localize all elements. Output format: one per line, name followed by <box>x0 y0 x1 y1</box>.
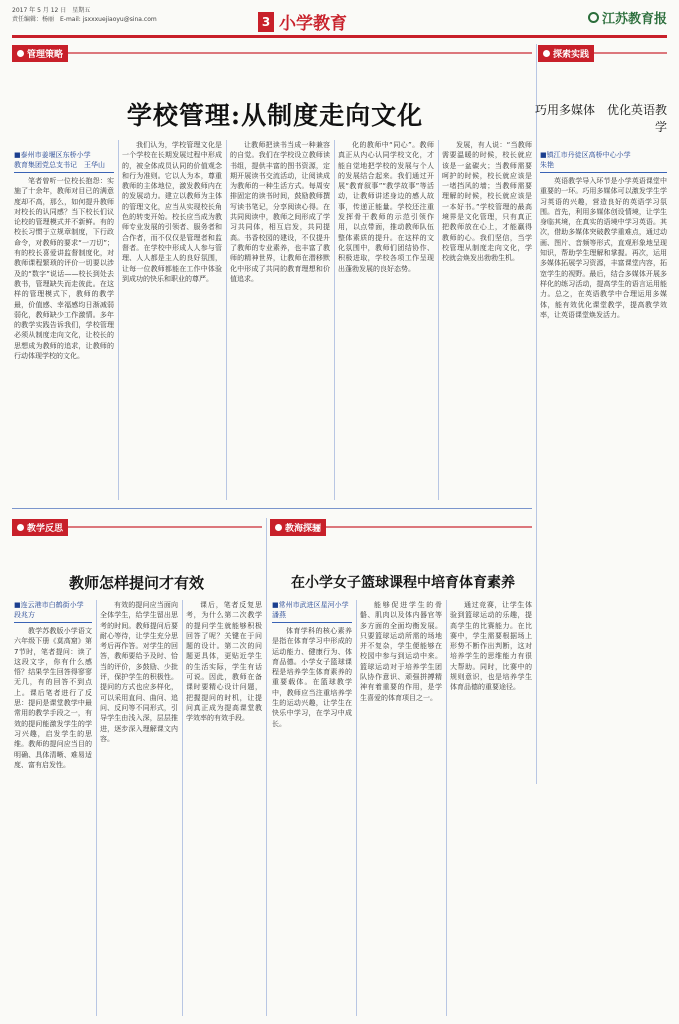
basketball-column-3 <box>450 600 532 1016</box>
paragraph: 能够促进学生的骨骼、肌肉以及体内器官等多方面的全面均衡发展。只要篮球运动所需的场地并不复杂，学生便能够在校园中参与到运动中来。篮球运动对于培养学生团队协作意识、顽强拼搏精神有着重要的作用，是学生喜爱的体育项目之一。 <box>360 601 442 702</box>
section-divider <box>12 508 532 509</box>
side-headline: 巧用多媒体 优化英语教学 <box>534 103 667 134</box>
paragraph: 我们认为，学校管理文化是一个学校在长期发展过程中形成的，被全体成员认同的价值观念和行为准则。它以人为本，尊重教师的主体地位，激发教师内在的发展动力。建立以教师为主体的管理文化，应当从实现校长角色的转变开始。校长应当成为教师专业发展的引领者、服务者和合作者，而不仅仅是管理者和监督者。在学校中形成人人参与管理、人人都是主人的良好氛围，让每一位教师都能在工作中体验到成功的快乐和职业的尊严。 <box>122 141 222 283</box>
banner-management <box>12 44 532 62</box>
banner-bar <box>12 52 532 54</box>
paragraph: 体育学科的核心素养是指在体育学习中形成的运动能力、健康行为、体育品德。小学女子篮球课程是培养学生体育素养的重要载体。在篮球教学中，教师应当注重培养学生的运动兴趣，让学生在快乐中学习，在学习中成长。 <box>272 627 352 728</box>
column-rule <box>438 140 439 500</box>
banner-label: 管理策略 <box>27 49 64 60</box>
reflection-column-1 <box>14 626 92 1016</box>
banner-tag <box>12 45 68 62</box>
paragraph: 化的教师中“同心”。教师真正从内心认同学校文化，才能自觉地把学校的发展与个人的发展结合起来。我们通过开展“教育叙事”“教学故事”等活动，让教师讲述身边的感人故事，传递正能量。学校还注重发挥骨干教师的示范引领作用，以点带面，推动教师队伍整体素质的提升。在这样的文化氛围中，教师们团结协作、积极进取，学校各项工作呈现出蓬勃发展的良好态势。 <box>338 141 434 273</box>
paragraph: 笔者曾听一位校长抱怨：实施了十余年，教师对目已的满意度却不高，那么，如何提升教师对校长的认同感？当下校长们议论校的管理模式并不新鲜。有的校长习惯于立规章制度，下行政命令，对教师的要求“一刀切”；有的校长喜爱讲监督制度化，对教师课程繁琐的评价一切要以涉及的“数字”说话——校长到处去教书，管理缺失而走彼此。在这样的管理模式下，教师的教学最，价值感、幸福感均日渐减弱弱化，教师缺少工作激情。多年的教学实践告诉我们，学校管理必须从制度走向文化，让校长的思想成为教师的追求，让教师的行动体现学校的文化。 <box>14 177 114 361</box>
main-column-4 <box>338 140 434 498</box>
side-column-rule <box>536 44 537 784</box>
main-byline <box>14 150 114 170</box>
column-rule <box>356 600 357 1016</box>
masthead-name: 江苏教育报 <box>601 12 667 27</box>
side-byline <box>540 150 667 170</box>
basketball-byline <box>272 600 352 620</box>
byline-school: ■常州市武进区星河小学 <box>272 601 349 609</box>
main-column-5 <box>442 140 532 498</box>
banner-tag <box>270 519 326 536</box>
column-rule <box>226 140 227 500</box>
byline-author: 教育集团党总支书记 王华山 <box>14 161 105 169</box>
banner-label: 探索实践 <box>553 49 590 60</box>
page-header <box>0 0 679 40</box>
section-column-rule <box>266 518 267 1016</box>
paragraph: 让教师把读书当成一种兼容的自觉。我们在学校设立教师读书组，提供丰富的图书资源，定期开展读书交流活动，让阅读成为教师的一种生活方式。每周安排固定的读书时间，鼓励教师撰写读书笔记，分享阅读心得。在共同阅读中，教师之间形成了学习共同体，相互启发，共同提高。书香校园的建设，不仅提升了教师的专业素养，也丰富了教师的精神世界，让教师在潜移默化中形成了共同的教育理想和价值追求。 <box>230 141 330 283</box>
paragraph: 有效的提问应当面向全体学生，给学生留出思考的时间。教师提问后要耐心等待，让学生充分思考后再作答。对学生的回答，教师要给予及时、恰当的评价，多鼓励、少批评，保护学生的积极性。提问的方式也应多样化，可以采用直问、曲问、追问、反问等不同形式，引导学生由浅入深，层层推进，逐步深入理解课文内容。 <box>100 601 178 743</box>
column-rule <box>446 600 447 1016</box>
section-heading <box>258 9 347 34</box>
banner-dot-icon <box>275 524 282 531</box>
editor-line: 责任编辑：杨丽 E-mail: jsxxxuejiaoyu@sina.com <box>12 16 157 23</box>
section-title: 小学教育 <box>279 14 347 34</box>
banner-dot-icon <box>17 524 24 531</box>
byline-rule <box>14 622 92 623</box>
banner-dot-icon <box>543 50 550 57</box>
paragraph: 英语教学导入环节是小学英语课堂中重要的一环。巧用多媒体可以激发学生学习英语的兴趣，营造良好的英语学习氛围。首先，利用多媒体创设情境，让学生身临其境，在真实的语境中学习英语。其次，借助多媒体突破教学重难点，通过动画、图片、音频等形式，直观形象地呈现知识，帮助学生理解和掌握。再次，运用多媒体拓展学习资源，丰富课堂内容，拓宽学生的视野。最后，结合多媒体开展多样化的练习活动，提高学生的语言运用能力。总之，在英语教学中合理运用多媒体，能有效优化课堂教学，提高教学效率，让英语课堂焕发活力。 <box>540 177 667 319</box>
basketball-headline: 在小学女子篮球课程中培育体育素养 <box>291 575 515 591</box>
banner-tag <box>12 519 68 536</box>
byline-school: ■泰州市姜堰区东桥小学 <box>14 151 91 159</box>
masthead <box>588 8 667 27</box>
main-column-3 <box>230 140 330 498</box>
paragraph: 教学苏教版小学语文六年级下册《莫高窟》第7节时，笔者提问：读了这段文字，你有什么感悟？结果学生回答得寥寥无几，有的回答不到点上。课后笔者进行了反思：提问是课堂教学中最常用的教学手段之一，有效的提问能激发学生的学习兴趣，启发学生的思维。教师的提问应当目的明确、具体清晰、难易适度、富有启发性。 <box>14 627 92 769</box>
column-rule <box>334 140 335 500</box>
main-headline: 学校管理:从制度走向文化 <box>126 101 424 130</box>
paragraph: 课后，笔者反复思考，为什么第二次教学的提问学生就能够积极回答了呢？关键在于问题的设计。第二次的问题更具体，更贴近学生的生活实际，学生有话可说。因此，教师在备课时要精心设计问题，把握提问的时机，让提问真正成为提高课堂教学效率的有效手段。 <box>186 601 262 723</box>
banner-practice <box>538 44 667 62</box>
column-rule <box>182 600 183 1016</box>
banner-reflection <box>12 518 262 536</box>
date-line: 2017 年 5 月 12 日 星期五 <box>12 7 91 14</box>
page-number: 3 <box>258 12 274 32</box>
byline-author: 段兆方 <box>14 611 35 619</box>
masthead-logo-icon <box>588 12 599 23</box>
paragraph: 发展，有人说：“当教师需要温暖的时候，校长就应该是一盆碳火；当教师需要呵护的时候，校长就应该是一堵挡风的墙；当教师需要理解的时候，校长就应该是一本好书。”学校管理的最高境界是文化管理，只有真正把教师放在心上，才能赢得教师的心。我们坚信，当学校管理从制度走向文化，学校就会焕发出勃勃生机。 <box>442 141 532 263</box>
reflection-column-3 <box>186 600 262 1016</box>
byline-author: 朱艳 <box>540 161 554 169</box>
banner-tag <box>538 45 594 62</box>
banner-dot-icon <box>17 50 24 57</box>
byline-school: ■镇江市丹徒区高桥中心小学 <box>540 151 631 159</box>
paragraph: 通过竞赛，让学生体验到篮球运动的乐趣，提高学生的比赛能力。在比赛中，学生需要根据场上形势不断作出判断，这对培养学生的思维能力有很大帮助。同时，比赛中的规则意识，也是培养学生体育品德的重要途径。 <box>450 601 532 692</box>
banner-label: 教学反思 <box>27 523 64 534</box>
banner-exploration <box>270 518 532 536</box>
banner-label: 教海探骊 <box>285 523 322 534</box>
byline-author: 潘燕 <box>272 611 286 619</box>
basketball-column-2 <box>360 600 442 1016</box>
header-rule <box>12 35 667 38</box>
main-column-2 <box>122 140 222 498</box>
header-info <box>12 6 157 24</box>
byline-rule <box>14 172 114 173</box>
reflection-byline <box>14 600 92 620</box>
column-rule <box>118 140 119 500</box>
reflection-column-2 <box>100 600 178 1016</box>
byline-rule <box>272 622 352 623</box>
main-column-1 <box>14 176 114 498</box>
reflection-headline: 教师怎样提问才有效 <box>68 574 204 592</box>
side-column <box>540 176 667 1014</box>
basketball-column-1 <box>272 626 352 1016</box>
byline-school: ■连云港市白鹤街小学 <box>14 601 84 609</box>
byline-rule <box>540 172 667 173</box>
column-rule <box>96 600 97 1016</box>
